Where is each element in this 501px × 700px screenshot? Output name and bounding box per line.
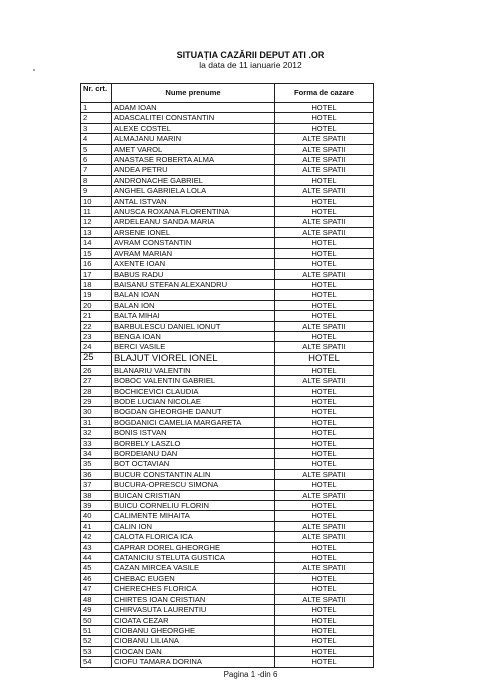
cell-nr: 44 — [81, 553, 112, 563]
cell-nr: 35 — [81, 459, 112, 469]
table-row — [81, 217, 374, 227]
table-row — [81, 396, 374, 406]
cell-nr: 43 — [81, 542, 112, 552]
cell-name: CHIRVASUTA LAURENTIU — [112, 605, 275, 615]
cell-nr: 36 — [81, 469, 112, 479]
cell-nr: 45 — [81, 563, 112, 573]
cell-name: CALIN ION — [112, 521, 275, 531]
cell-form: ALTE SPATII — [275, 490, 374, 500]
cell-nr: 33 — [81, 438, 112, 448]
cell-name: AMET VAROL — [112, 144, 275, 154]
table-row — [81, 646, 374, 656]
cell-form: ALTE SPATII — [275, 227, 374, 237]
cell-nr: 16 — [81, 259, 112, 269]
table-row — [81, 365, 374, 375]
cell-form: ALTE SPATII — [275, 594, 374, 604]
cell-form: HOTEL — [275, 438, 374, 448]
cell-form: HOTEL — [275, 646, 374, 656]
table-row — [81, 407, 374, 417]
table-row — [81, 625, 374, 635]
cell-form: ALTE SPATII — [275, 342, 374, 352]
cell-name: BENGA IOAN — [112, 331, 275, 341]
cell-form: HOTEL — [275, 365, 374, 375]
cell-form: ALTE SPATII — [275, 155, 374, 165]
cell-name: ANUSCA ROXANA FLORENTINA — [112, 207, 275, 217]
cell-name: BALAN ION — [112, 300, 275, 310]
table-row — [81, 449, 374, 459]
table-row — [81, 290, 374, 300]
cell-nr: 13 — [81, 227, 112, 237]
table-row — [81, 134, 374, 144]
cell-form: ALTE SPATII — [275, 321, 374, 331]
cell-form: HOTEL — [275, 625, 374, 635]
cell-name: BOCHICEVICI CLAUDIA — [112, 386, 275, 396]
cell-form: ALTE SPATII — [275, 532, 374, 542]
table-row — [81, 605, 374, 615]
table-row — [81, 311, 374, 321]
cell-nr: 8 — [81, 175, 112, 185]
cell-nr: 48 — [81, 594, 112, 604]
cell-form: HOTEL — [275, 657, 374, 667]
cell-form: HOTEL — [275, 573, 374, 583]
cell-nr: 50 — [81, 615, 112, 625]
cell-form: HOTEL — [275, 352, 374, 365]
cell-nr: 21 — [81, 311, 112, 321]
cell-name: ARDELEANU SANDA MARIA — [112, 217, 275, 227]
cell-name: ANASTASE ROBERTA ALMA — [112, 155, 275, 165]
cell-form: HOTEL — [275, 636, 374, 646]
cell-form: HOTEL — [275, 113, 374, 123]
cell-name: CALIMENTE MIHAITA — [112, 511, 275, 521]
cell-form: ALTE SPATII — [275, 186, 374, 196]
cell-nr: 28 — [81, 386, 112, 396]
cell-nr: 20 — [81, 300, 112, 310]
table-row — [81, 428, 374, 438]
cell-name: BLAJUT VIOREL IONEL — [112, 352, 275, 365]
cell-form: ALTE SPATII — [275, 144, 374, 154]
cell-form: ALTE SPATII — [275, 521, 374, 531]
cell-form: HOTEL — [275, 459, 374, 469]
table-row — [81, 352, 374, 365]
table-row — [81, 594, 374, 604]
table-row — [81, 113, 374, 123]
cell-form: HOTEL — [275, 605, 374, 615]
table-row — [81, 469, 374, 479]
cell-form: HOTEL — [275, 196, 374, 206]
cell-nr: 38 — [81, 490, 112, 500]
cell-form: HOTEL — [275, 311, 374, 321]
cell-nr: 4 — [81, 134, 112, 144]
table-row — [81, 175, 374, 185]
table-row — [81, 553, 374, 563]
table-row — [81, 563, 374, 573]
cell-nr: 1 — [81, 103, 112, 113]
cell-name: CIOFU TAMARA DORINA — [112, 657, 275, 667]
table-row — [81, 227, 374, 237]
cell-name: BLANARIU VALENTIN — [112, 365, 275, 375]
table-row — [81, 542, 374, 552]
cell-nr: 9 — [81, 186, 112, 196]
table-row — [81, 386, 374, 396]
cell-name: ADASCALITEI CONSTANTIN — [112, 113, 275, 123]
table-row — [81, 207, 374, 217]
table-row — [81, 144, 374, 154]
cell-nr: 25 — [81, 352, 112, 365]
cell-name: CHEBAC EUGEN — [112, 573, 275, 583]
cell-name: CIOBANU GHEORGHE — [112, 625, 275, 635]
table-row — [81, 573, 374, 583]
table-row — [81, 490, 374, 500]
cell-name: ANDEA PETRU — [112, 165, 275, 175]
cell-nr: 6 — [81, 155, 112, 165]
cell-nr: 27 — [81, 376, 112, 386]
cell-name: BUICAN CRISTIAN — [112, 490, 275, 500]
cell-nr: 15 — [81, 248, 112, 258]
cell-nr: 3 — [81, 123, 112, 133]
cell-name: BONIS ISTVAN — [112, 428, 275, 438]
table-row — [81, 376, 374, 386]
header-name: Nume prenume — [112, 84, 275, 103]
cell-nr: 5 — [81, 144, 112, 154]
cell-name: BUCURA-OPRESCU SIMONA — [112, 480, 275, 490]
table-row — [81, 511, 374, 521]
cell-form: HOTEL — [275, 501, 374, 511]
cell-name: AVRAM MARIAN — [112, 248, 275, 258]
cell-name: AXENTE IOAN — [112, 259, 275, 269]
cell-form: HOTEL — [275, 238, 374, 248]
cell-name: ANTAL ISTVAN — [112, 196, 275, 206]
cell-form: HOTEL — [275, 449, 374, 459]
cell-nr: 47 — [81, 584, 112, 594]
table-row — [81, 123, 374, 133]
cell-form: ALTE SPATII — [275, 563, 374, 573]
cell-form: HOTEL — [275, 175, 374, 185]
cell-nr: 41 — [81, 521, 112, 531]
cell-nr: 18 — [81, 279, 112, 289]
cell-name: CIOCAN DAN — [112, 646, 275, 656]
cell-nr: 46 — [81, 573, 112, 583]
cell-name: ARSENE IONEL — [112, 227, 275, 237]
header-nr: Nr. crt. — [81, 84, 112, 103]
table-row — [81, 584, 374, 594]
cell-form: HOTEL — [275, 386, 374, 396]
table-header-row — [81, 84, 374, 103]
cell-form: HOTEL — [275, 417, 374, 427]
cell-nr: 49 — [81, 605, 112, 615]
cell-nr: 10 — [81, 196, 112, 206]
cell-nr: 11 — [81, 207, 112, 217]
cell-name: ANGHEL GABRIELA LOLA — [112, 186, 275, 196]
cell-form: HOTEL — [275, 396, 374, 406]
cell-nr: 31 — [81, 417, 112, 427]
cell-nr: 52 — [81, 636, 112, 646]
cell-name: BERCI VASILE — [112, 342, 275, 352]
cell-name: BALAN IOAN — [112, 290, 275, 300]
cell-form: ALTE SPATII — [275, 165, 374, 175]
cell-form: HOTEL — [275, 511, 374, 521]
table-row — [81, 657, 374, 667]
cell-nr: 54 — [81, 657, 112, 667]
cell-name: BOGDANICI CAMELIA MARGARETA — [112, 417, 275, 427]
cell-name: BOBOC VALENTIN GABRIEL — [112, 376, 275, 386]
cell-nr: 37 — [81, 480, 112, 490]
cell-nr: 14 — [81, 238, 112, 248]
document-subtitle: la data de 11 ianuarie 2012 — [199, 60, 302, 70]
table-row — [81, 259, 374, 269]
accommodation-table — [80, 83, 374, 668]
cell-form: HOTEL — [275, 103, 374, 113]
cell-form: HOTEL — [275, 290, 374, 300]
cell-name: BORBELY LASZLO — [112, 438, 275, 448]
cell-name: CAZAN MIRCEA VASILE — [112, 563, 275, 573]
cell-name: BUICU CORNELIU FLORIN — [112, 501, 275, 511]
table-row — [81, 279, 374, 289]
cell-nr: 17 — [81, 269, 112, 279]
cell-name: ALEXE COSTEL — [112, 123, 275, 133]
table-row — [81, 532, 374, 542]
cell-form: ALTE SPATII — [275, 376, 374, 386]
cell-form: HOTEL — [275, 428, 374, 438]
cell-form: HOTEL — [275, 553, 374, 563]
cell-form: HOTEL — [275, 407, 374, 417]
table-row — [81, 521, 374, 531]
cell-nr: 19 — [81, 290, 112, 300]
cell-name: ADAM IOAN — [112, 103, 275, 113]
cell-nr: 40 — [81, 511, 112, 521]
cell-name: BOGDAN GHEORGHE DANUT — [112, 407, 275, 417]
table-row — [81, 438, 374, 448]
cell-form: ALTE SPATII — [275, 134, 374, 144]
cell-form: HOTEL — [275, 248, 374, 258]
cell-nr: 29 — [81, 396, 112, 406]
header-form: Forma de cazare — [275, 84, 374, 103]
cell-nr: 26 — [81, 365, 112, 375]
cell-name: BAISANU STEFAN ALEXANDRU — [112, 279, 275, 289]
accommodation-table-wrapper — [80, 83, 358, 668]
cell-name: BORDEIANU DAN — [112, 449, 275, 459]
table-row — [81, 300, 374, 310]
cell-form: HOTEL — [275, 207, 374, 217]
cell-name: BALTA MIHAI — [112, 311, 275, 321]
cell-name: CALOTA FLORICA ICA — [112, 532, 275, 542]
table-row — [81, 459, 374, 469]
table-row — [81, 331, 374, 341]
cell-nr: 2 — [81, 113, 112, 123]
cell-name: ANDRONACHE GABRIEL — [112, 175, 275, 185]
cell-form: HOTEL — [275, 615, 374, 625]
table-row — [81, 480, 374, 490]
table-row — [81, 417, 374, 427]
cell-name: BUCUR CONSTANTIN ALIN — [112, 469, 275, 479]
table-row — [81, 501, 374, 511]
cell-nr: 7 — [81, 165, 112, 175]
cell-form: HOTEL — [275, 300, 374, 310]
table-row — [81, 248, 374, 258]
cell-nr: 30 — [81, 407, 112, 417]
table-row — [81, 165, 374, 175]
cell-form: HOTEL — [275, 480, 374, 490]
cell-name: CATANICIU STELUTA GUSTICA — [112, 553, 275, 563]
cell-form: HOTEL — [275, 123, 374, 133]
cell-nr: 22 — [81, 321, 112, 331]
table-row — [81, 155, 374, 165]
cell-form: ALTE SPATII — [275, 469, 374, 479]
table-row — [81, 636, 374, 646]
cell-name: BARBULESCU DANIEL IONUT — [112, 321, 275, 331]
cell-form: HOTEL — [275, 584, 374, 594]
cell-nr: 34 — [81, 449, 112, 459]
cell-form: ALTE SPATII — [275, 269, 374, 279]
cell-name: CHIRTES IOAN CRISTIAN — [112, 594, 275, 604]
cell-name: CIOBANU LILIANA — [112, 636, 275, 646]
table-row — [81, 103, 374, 113]
cell-name: ALMAJANU MARIN — [112, 134, 275, 144]
cell-form: HOTEL — [275, 331, 374, 341]
table-row — [81, 269, 374, 279]
cell-nr: 24 — [81, 342, 112, 352]
table-row — [81, 238, 374, 248]
cell-name: BABUS RADU — [112, 269, 275, 279]
table-row — [81, 186, 374, 196]
table-row — [81, 196, 374, 206]
cell-nr: 53 — [81, 646, 112, 656]
table-row — [81, 615, 374, 625]
cell-form: HOTEL — [275, 542, 374, 552]
cell-name: CAPRAR DOREL GHEORGHE — [112, 542, 275, 552]
document-title: SITUAȚIA CAZĂRII DEPUT ATI .OR — [176, 50, 325, 60]
cell-nr: 42 — [81, 532, 112, 542]
table-body — [81, 103, 374, 668]
cell-nr: 39 — [81, 501, 112, 511]
cell-name: AVRAM CONSTANTIN — [112, 238, 275, 248]
cell-nr: 12 — [81, 217, 112, 227]
cell-nr: 23 — [81, 331, 112, 341]
cell-nr: 51 — [81, 625, 112, 635]
cell-name: CHERECHES FLORICA — [112, 584, 275, 594]
page-footer: Pagina 1 -din 6 — [223, 670, 278, 679]
cell-form: HOTEL — [275, 279, 374, 289]
table-row — [81, 321, 374, 331]
cell-name: BOT OCTAVIAN — [112, 459, 275, 469]
table-row — [81, 342, 374, 352]
cell-nr: 32 — [81, 428, 112, 438]
cell-form: ALTE SPATII — [275, 217, 374, 227]
cell-name: BODE LUCIAN NICOLAE — [112, 396, 275, 406]
cell-name: CIOATA CEZAR — [112, 615, 275, 625]
cell-form: HOTEL — [275, 259, 374, 269]
